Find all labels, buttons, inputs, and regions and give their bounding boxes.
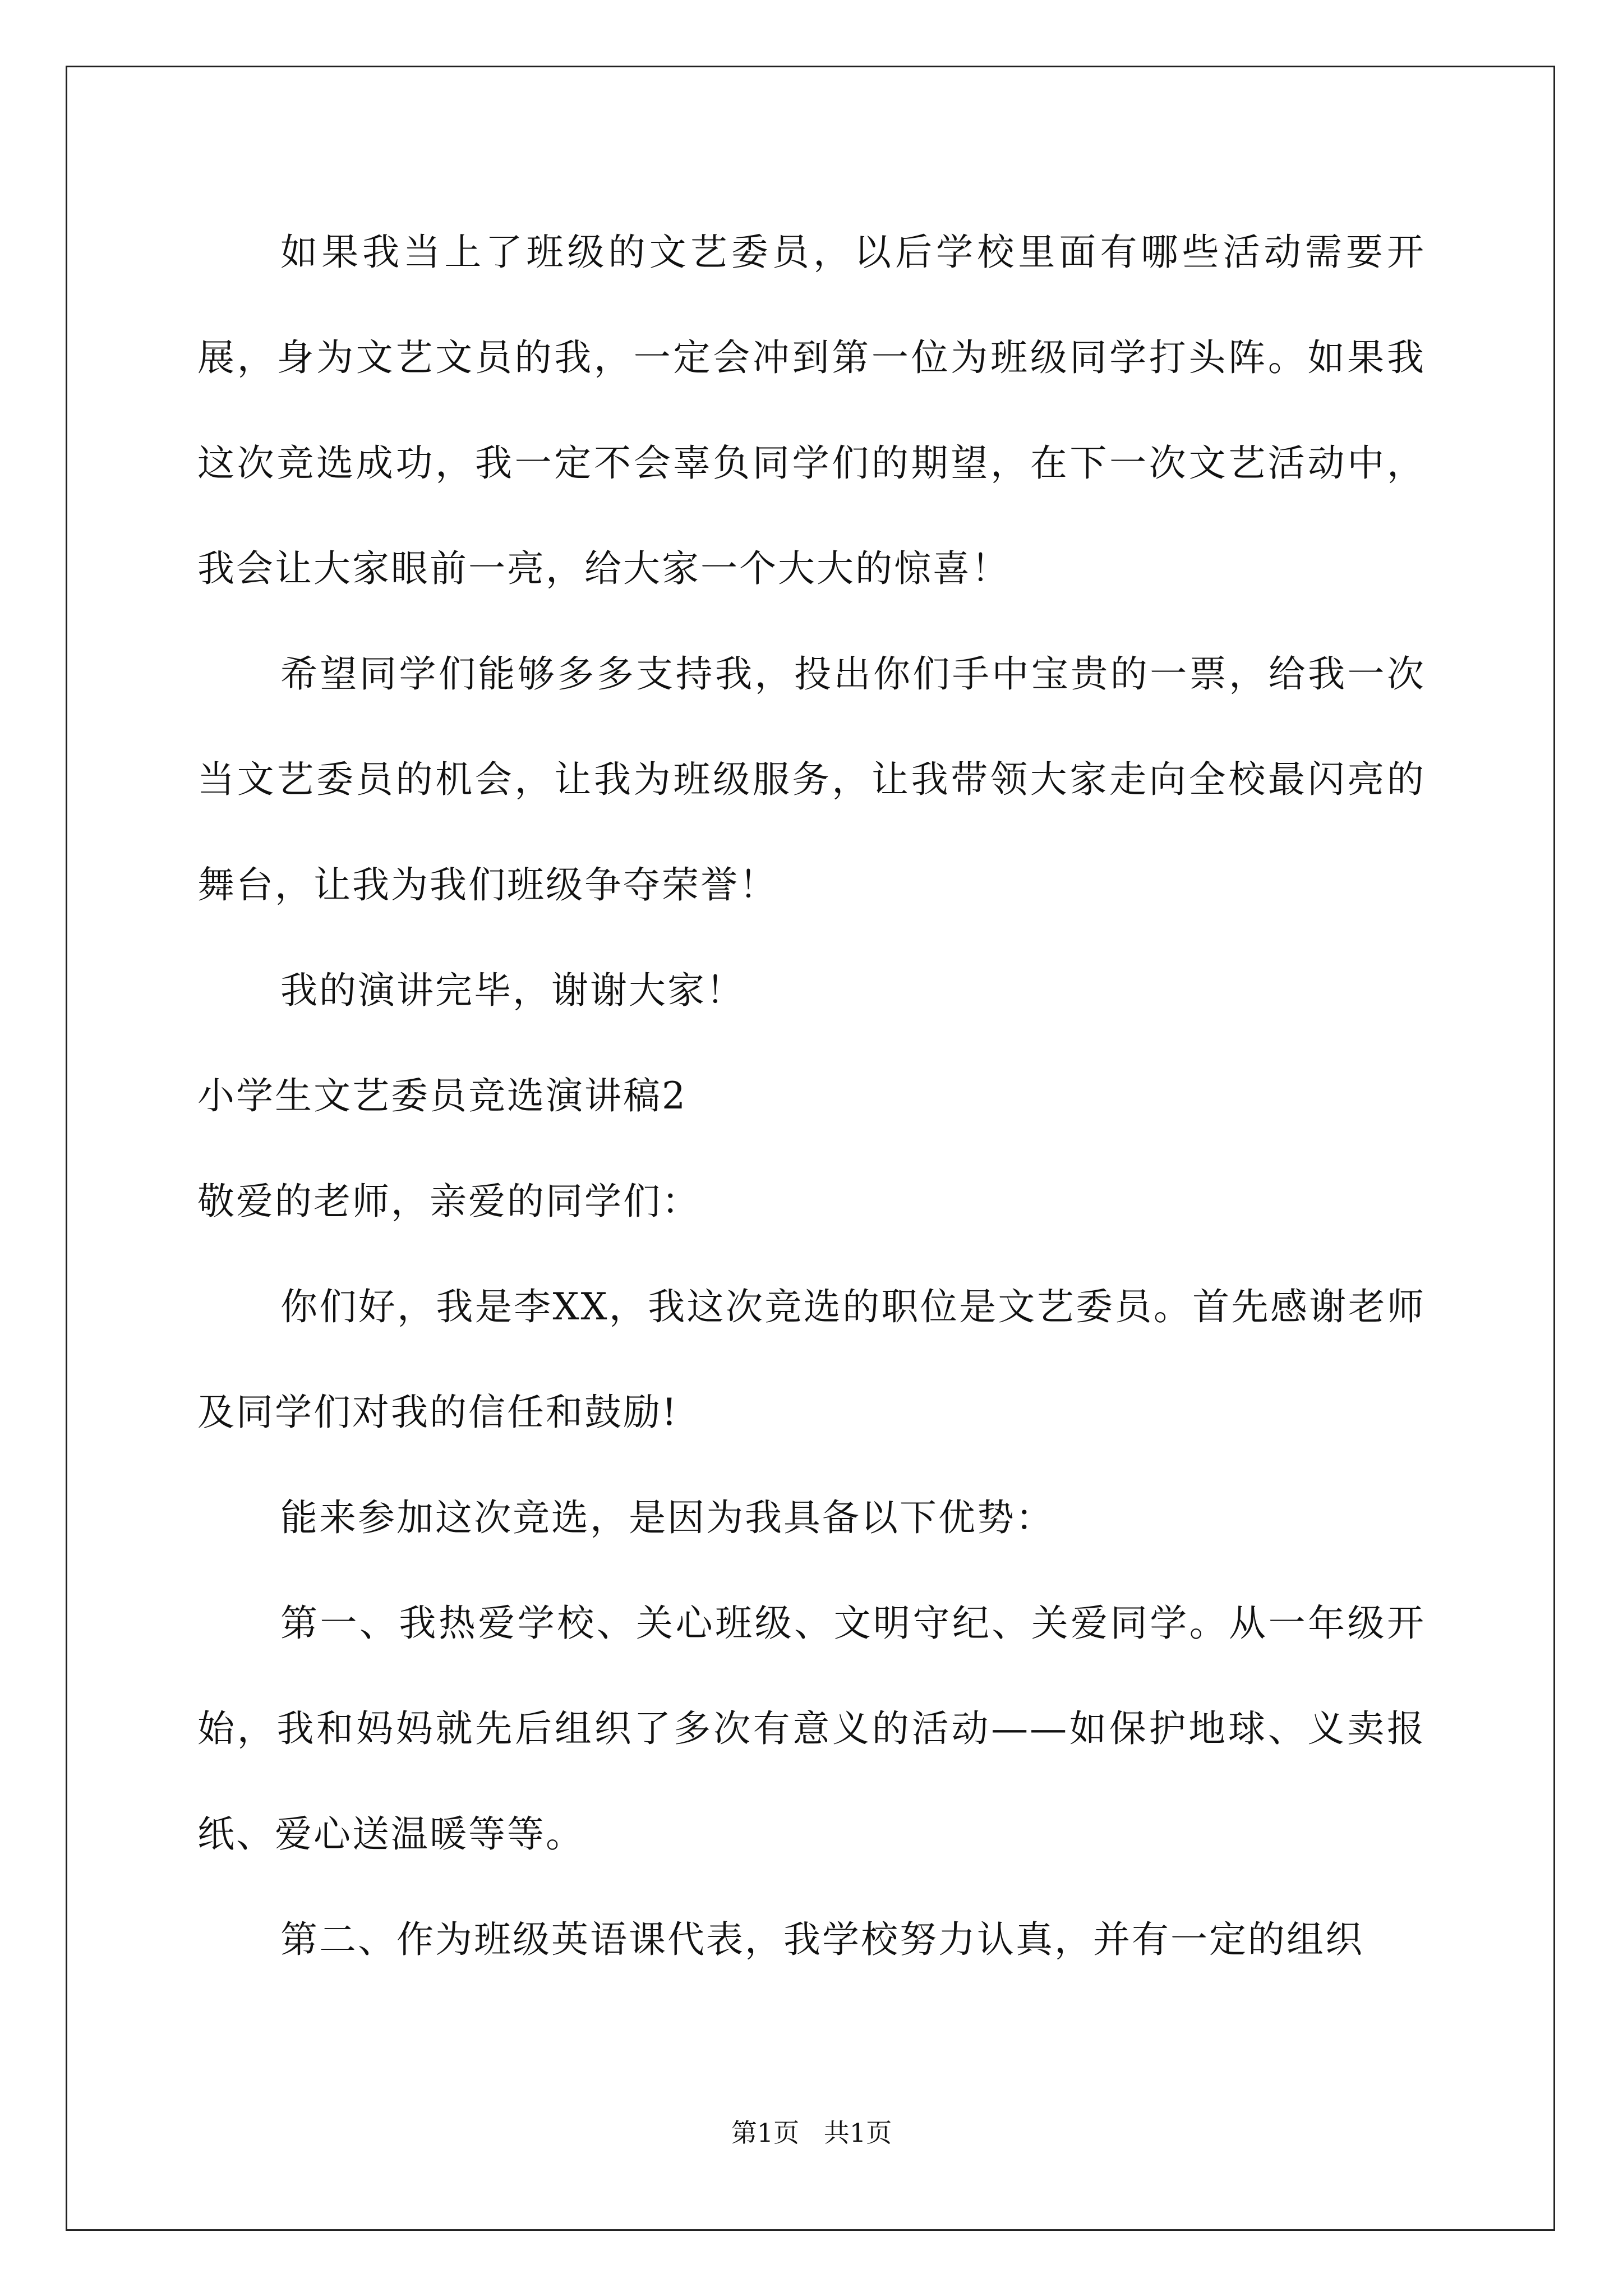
paragraph-advantage-two: 第二、作为班级英语课代表，我学校努力认真，并有一定的组织 — [280, 1918, 1364, 1961]
section-title: 小学生文艺委员竞选演讲稿2 — [197, 1074, 687, 1117]
salutation: 敬爱的老师，亲爱的同学们： — [197, 1180, 700, 1223]
document-body — [197, 200, 1426, 1993]
paragraph-support-request: 希望同学们能够多多支持我，投出你们手中宝贵的一票，给我一次当文艺委员的机会，让我为班级服务，让我带领大家走向全校最闪亮的舞台，让我为我们班级争夺荣誉！ — [197, 652, 1426, 907]
paragraph-intro: 如果我当上了班级的文艺委员，以后学校里面有哪些活动需要开展，身为文艺文员的我，一定会冲到第一位为班级同学打头阵。如果我这次竞选成功，我一定不会辜负同学们的期望，在下一次文艺活动中，我会让大家眼前一亮，给大家一个大大的惊喜！ — [197, 231, 1426, 590]
paragraph-closing: 我的演讲完毕，谢谢大家！ — [280, 969, 745, 1012]
page-number-footer: 第1页 共1页 — [731, 2118, 892, 2148]
paragraph-greeting: 你们好，我是李XX，我这次竞选的职位是文艺委员。首先感谢老师及同学们对我的信任和鼓励! — [197, 1285, 1426, 1434]
paragraph-advantage-one: 第一、我热爱学校、关心班级、文明守纪、关爱同学。从一年级开始，我和妈妈就先后组织了多次有意义的活动——如保护地球、义卖报纸、爱心送温暖等等。 — [197, 1602, 1426, 1856]
paragraph-advantages-intro: 能来参加这次竞选，是因为我具备以下优势： — [280, 1496, 1054, 1539]
